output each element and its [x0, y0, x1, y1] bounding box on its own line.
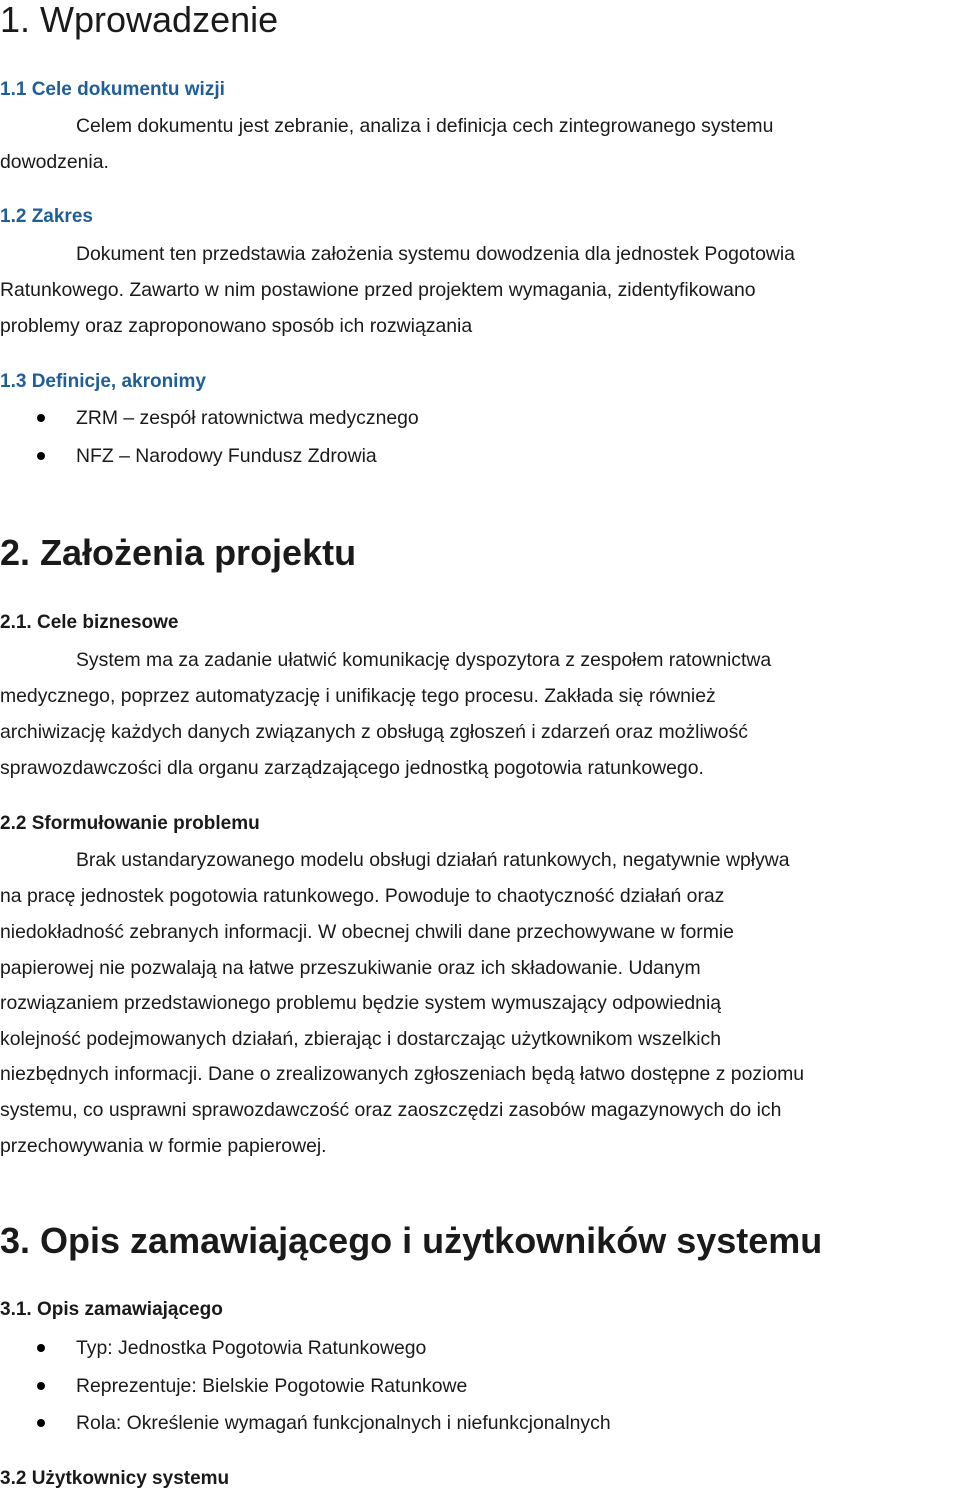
- paragraph-line: problemy oraz zaproponowano sposób ich rozwiązania: [0, 315, 473, 337]
- paragraph-line: niedokładność zebranych informacji. W obecnej chwili dane przechowywane w formie: [0, 921, 734, 943]
- section-3-1-title: 3.1. Opis zamawiającego: [0, 1299, 223, 1320]
- section-1-heading: 1. Wprowadzenie: [0, 0, 279, 40]
- list-item-text: Reprezentuje: Bielskie Pogotowie Ratunkowe: [76, 1375, 468, 1397]
- paragraph-line: System ma za zadanie ułatwić komunikację dyspozytora z zespołem ratownictwa: [76, 649, 772, 671]
- paragraph-line: Dokument ten przedstawia założenia systemu dowodzenia dla jednostek Pogotowia: [76, 243, 795, 265]
- list-item-text: NFZ – Narodowy Fundusz Zdrowia: [76, 445, 377, 467]
- paragraph-line: rozwiązaniem przedstawionego problemu będzie system wymuszający odpowiednią: [0, 992, 722, 1014]
- paragraph-line: medycznego, poprzez automatyzację i unifikację tego procesu. Zakłada się również: [0, 685, 716, 707]
- paragraph-line: przechowywania w formie papierowej.: [0, 1135, 327, 1157]
- paragraph-line: dowodzenia.: [0, 151, 109, 173]
- paragraph-line: Brak ustandaryzowanego modelu obsługi działań ratunkowych, negatywnie wpływa: [76, 849, 790, 871]
- list-item-text: Rola: Określenie wymagań funkcjonalnych i niefunkcjonalnych: [76, 1412, 611, 1434]
- paragraph-line: niezbędnych informacji. Dane o zrealizowanych zgłoszeniach będą łatwo dostępne z poziomu: [0, 1063, 805, 1085]
- section-2-2-title: 2.2 Sformułowanie problemu: [0, 813, 260, 834]
- paragraph-line: Celem dokumentu jest zebranie, analiza i definicja cech zintegrowanego systemu: [76, 115, 774, 137]
- bullet-icon: [37, 1344, 45, 1352]
- paragraph-line: na pracę jednostek pogotowia ratunkowego. Powoduje to chaotyczność działań oraz: [0, 885, 725, 907]
- paragraph-line: Ratunkowego. Zawarto w nim postawione przed projektem wymagania, zidentyfikowano: [0, 279, 756, 301]
- section-2-1-title: 2.1. Cele biznesowe: [0, 612, 179, 633]
- bullet-icon: [37, 1419, 45, 1427]
- paragraph-line: archiwizację każdych danych związanych z obsługą zgłoszeń i zdarzeń oraz możliwość: [0, 721, 748, 743]
- paragraph-line: papierowej nie pozwalają na łatwe przeszukiwanie oraz ich składowanie. Udanym: [0, 957, 701, 979]
- section-1-2-title: 1.2 Zakres: [0, 206, 93, 227]
- section-3-heading: 3. Opis zamawiającego i użytkowników systemu: [0, 1220, 823, 1261]
- section-1-1-title: 1.1 Cele dokumentu wizji: [0, 79, 225, 100]
- list-item-text: Typ: Jednostka Pogotowia Ratunkowego: [76, 1337, 427, 1359]
- paragraph-line: kolejność podejmowanych działań, zbierając i dostarczając użytkownikom wszelkich: [0, 1028, 722, 1050]
- bullet-icon: [37, 452, 45, 460]
- section-1-3-title: 1.3 Definicje, akronimy: [0, 371, 206, 392]
- paragraph-line: sprawozdawczości dla organu zarządzającego jednostką pogotowia ratunkowego.: [0, 757, 704, 779]
- bullet-icon: [37, 1382, 45, 1390]
- bullet-icon: [37, 414, 45, 422]
- list-item-text: ZRM – zespół ratownictwa medycznego: [76, 407, 419, 429]
- section-3-2-title: 3.2 Użytkownicy systemu: [0, 1468, 230, 1489]
- paragraph-line: systemu, co usprawni sprawozdawczość oraz zaoszczędzi zasobów magazynowych do ich: [0, 1099, 782, 1121]
- section-2-heading: 2. Założenia projektu: [0, 532, 357, 573]
